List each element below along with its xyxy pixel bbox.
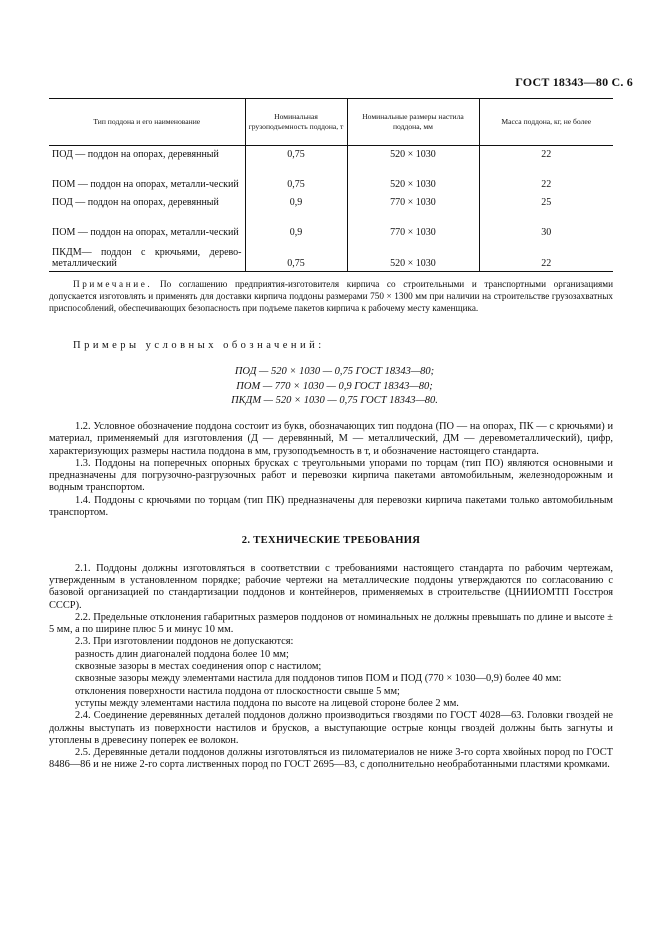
paragraph: 2.4. Соединение деревянных деталей поддонов должно производиться гвоздями по ГОСТ 4028—63. Головки гвоздей не должны выступать из поверхности настилов и брусков, а выступающие острые концы гвоздей должны быть загнуты и утоплены в древесину поперек ее волокон. (49, 710, 613, 746)
cell-capacity: 0,75 (245, 162, 347, 192)
cell-capacity: 0,9 (245, 210, 347, 240)
cell-pallet-name: ПОД — поддон на опорах, деревянный (52, 196, 219, 208)
paragraph: 1.3. Поддоны на поперечных опорных брусках с треугольными упорами по торцам (тип ПО) являются основными и предназначены для погрузочно-разгрузочных работ и перевозки кирпича пакетами автомобильным, железнодорожным и водным транспортом. (49, 457, 613, 494)
paragraph: 1.2. Условное обозначение поддона состоит из букв, обозначающих тип поддона (ПО — на опорах, ПК — с крючьями) и материал, применяемый для изготовления (Д — деревянный, М — металлический, ДМ — деревометаллический), цифр, характеризующих размеры настила поддона в мм, грузоподъемность в т, и обозначение настоящего стандарта. (49, 421, 613, 457)
pallet-types-table (49, 98, 613, 272)
table-row (49, 192, 613, 210)
cell-mass: 22 (479, 146, 613, 162)
column-header: Номинальные размеры настила поддона, мм (347, 99, 479, 146)
cell-mass: 22 (479, 162, 613, 192)
paragraph: 2.5. Деревянные детали поддонов должны изготовляться из пиломатериалов не ниже 3-го сорта хвойных пород по ГОСТ 8486—86 и не ниже 2-го сорта лиственных пород по ГОСТ 2695—83, с дополнительно необработанными пластями кромками. (49, 747, 613, 771)
table-row (49, 162, 613, 192)
example-line: ПОД — 520 × 1030 — 0,75 ГОСТ 18343—80; (234, 366, 435, 377)
list-item: отклонения поверхности настила поддона от плоскостности свыше 5 мм; (75, 685, 400, 697)
paragraph: 1.4. Поддоны с крючьями по торцам (тип ПК) предназначены для перевозки кирпича пакетами только автомобильным транспортом. (49, 494, 613, 519)
column-header: Тип поддона и его наименование (93, 117, 201, 126)
paragraph: 2.3. При изготовлении поддонов не допускаются: (75, 636, 294, 648)
note-label: Примечание. (73, 279, 153, 289)
cell-capacity: 0,75 (245, 146, 347, 162)
table-row (49, 240, 613, 272)
list-item: уступы между элементами настила поддона по высоте на лицевой стороне более 2 мм. (75, 697, 459, 709)
cell-capacity: 0,9 (245, 192, 347, 210)
cell-pallet-name: ПОД — поддон на опорах, деревянный (52, 148, 219, 160)
cell-pallet-name: ПОМ — поддон на опорах, металли-ческий (52, 226, 239, 238)
table-header-row (49, 99, 613, 146)
cell-mass: 30 (479, 210, 613, 240)
section-title: 2. ТЕХНИЧЕСКИЕ ТРЕБОВАНИЯ (241, 535, 421, 547)
table-row (49, 146, 613, 162)
paragraph: 2.1. Поддоны должны изготовляться в соответствии с требованиями настоящего стандарта по рабочим чертежам, утвержденным в установленном порядке; рабочие чертежи на металлические поддоны утверждаются по согласованию с базовой организацией по стандартизации поддонов и контейнеров, применяемых в строительстве (ЦНИИОМТП Госстроя СССР). (49, 562, 613, 611)
examples-title: Примеры условных обозначений: (73, 340, 325, 351)
list-item: разность длин диагоналей поддона более 10 мм; (75, 648, 289, 660)
cell-mass: 25 (479, 192, 613, 210)
cell-size: 770 × 1030 (347, 192, 479, 210)
cell-size: 520 × 1030 (347, 240, 479, 272)
cell-pallet-name: ПКДМ— поддон с крючьями, дерево-металлический (52, 247, 242, 269)
cell-pallet-name: ПОМ — поддон на опорах, металли-ческий (52, 178, 239, 190)
document-body (49, 421, 613, 772)
column-header: Номинальная грузоподъемность поддона, т (245, 99, 347, 146)
list-item: сквозные зазоры в местах соединения опор с настилом; (75, 661, 322, 673)
cell-mass: 22 (479, 240, 613, 272)
table-row (49, 210, 613, 240)
cell-size: 520 × 1030 (347, 146, 479, 162)
designation-examples (0, 365, 661, 409)
cell-size: 520 × 1030 (347, 162, 479, 192)
paragraph: 2.2. Предельные отклонения габаритных размеров поддонов от номинальных не должны превышать по длине и высоте ± 5 мм, а по ширине плюс 5 и минус 10 мм. (49, 611, 613, 636)
cell-size: 770 × 1030 (347, 210, 479, 240)
page-header: ГОСТ 18343—80 С. 6 (515, 75, 633, 89)
table-note (49, 278, 613, 315)
cell-capacity: 0,75 (245, 240, 347, 272)
example-line: ПКДМ — 520 × 1030 — 0,75 ГОСТ 18343—80. (231, 395, 438, 406)
note-text: По соглашению предприятия-изготовителя кирпича со строительными и транспортными организациями допускается изготовлять и применять для доставки кирпича поддоны размерами 750 × 1300 мм при наличии на строительстве грузозахватных приспособлений, обеспечивающих безопасность при подъеме пакетов кирпича к рабочему месту каменщика. (49, 279, 614, 314)
example-line: ПОМ — 770 × 1030 — 0,9 ГОСТ 18343—80; (236, 380, 433, 392)
list-item: сквозные зазоры между элементами настила для поддонов типов ПОМ и ПОД (770 × 1030—0,9) более 40 мм: (75, 673, 562, 685)
column-header: Масса поддона, кг, не более (479, 99, 613, 146)
